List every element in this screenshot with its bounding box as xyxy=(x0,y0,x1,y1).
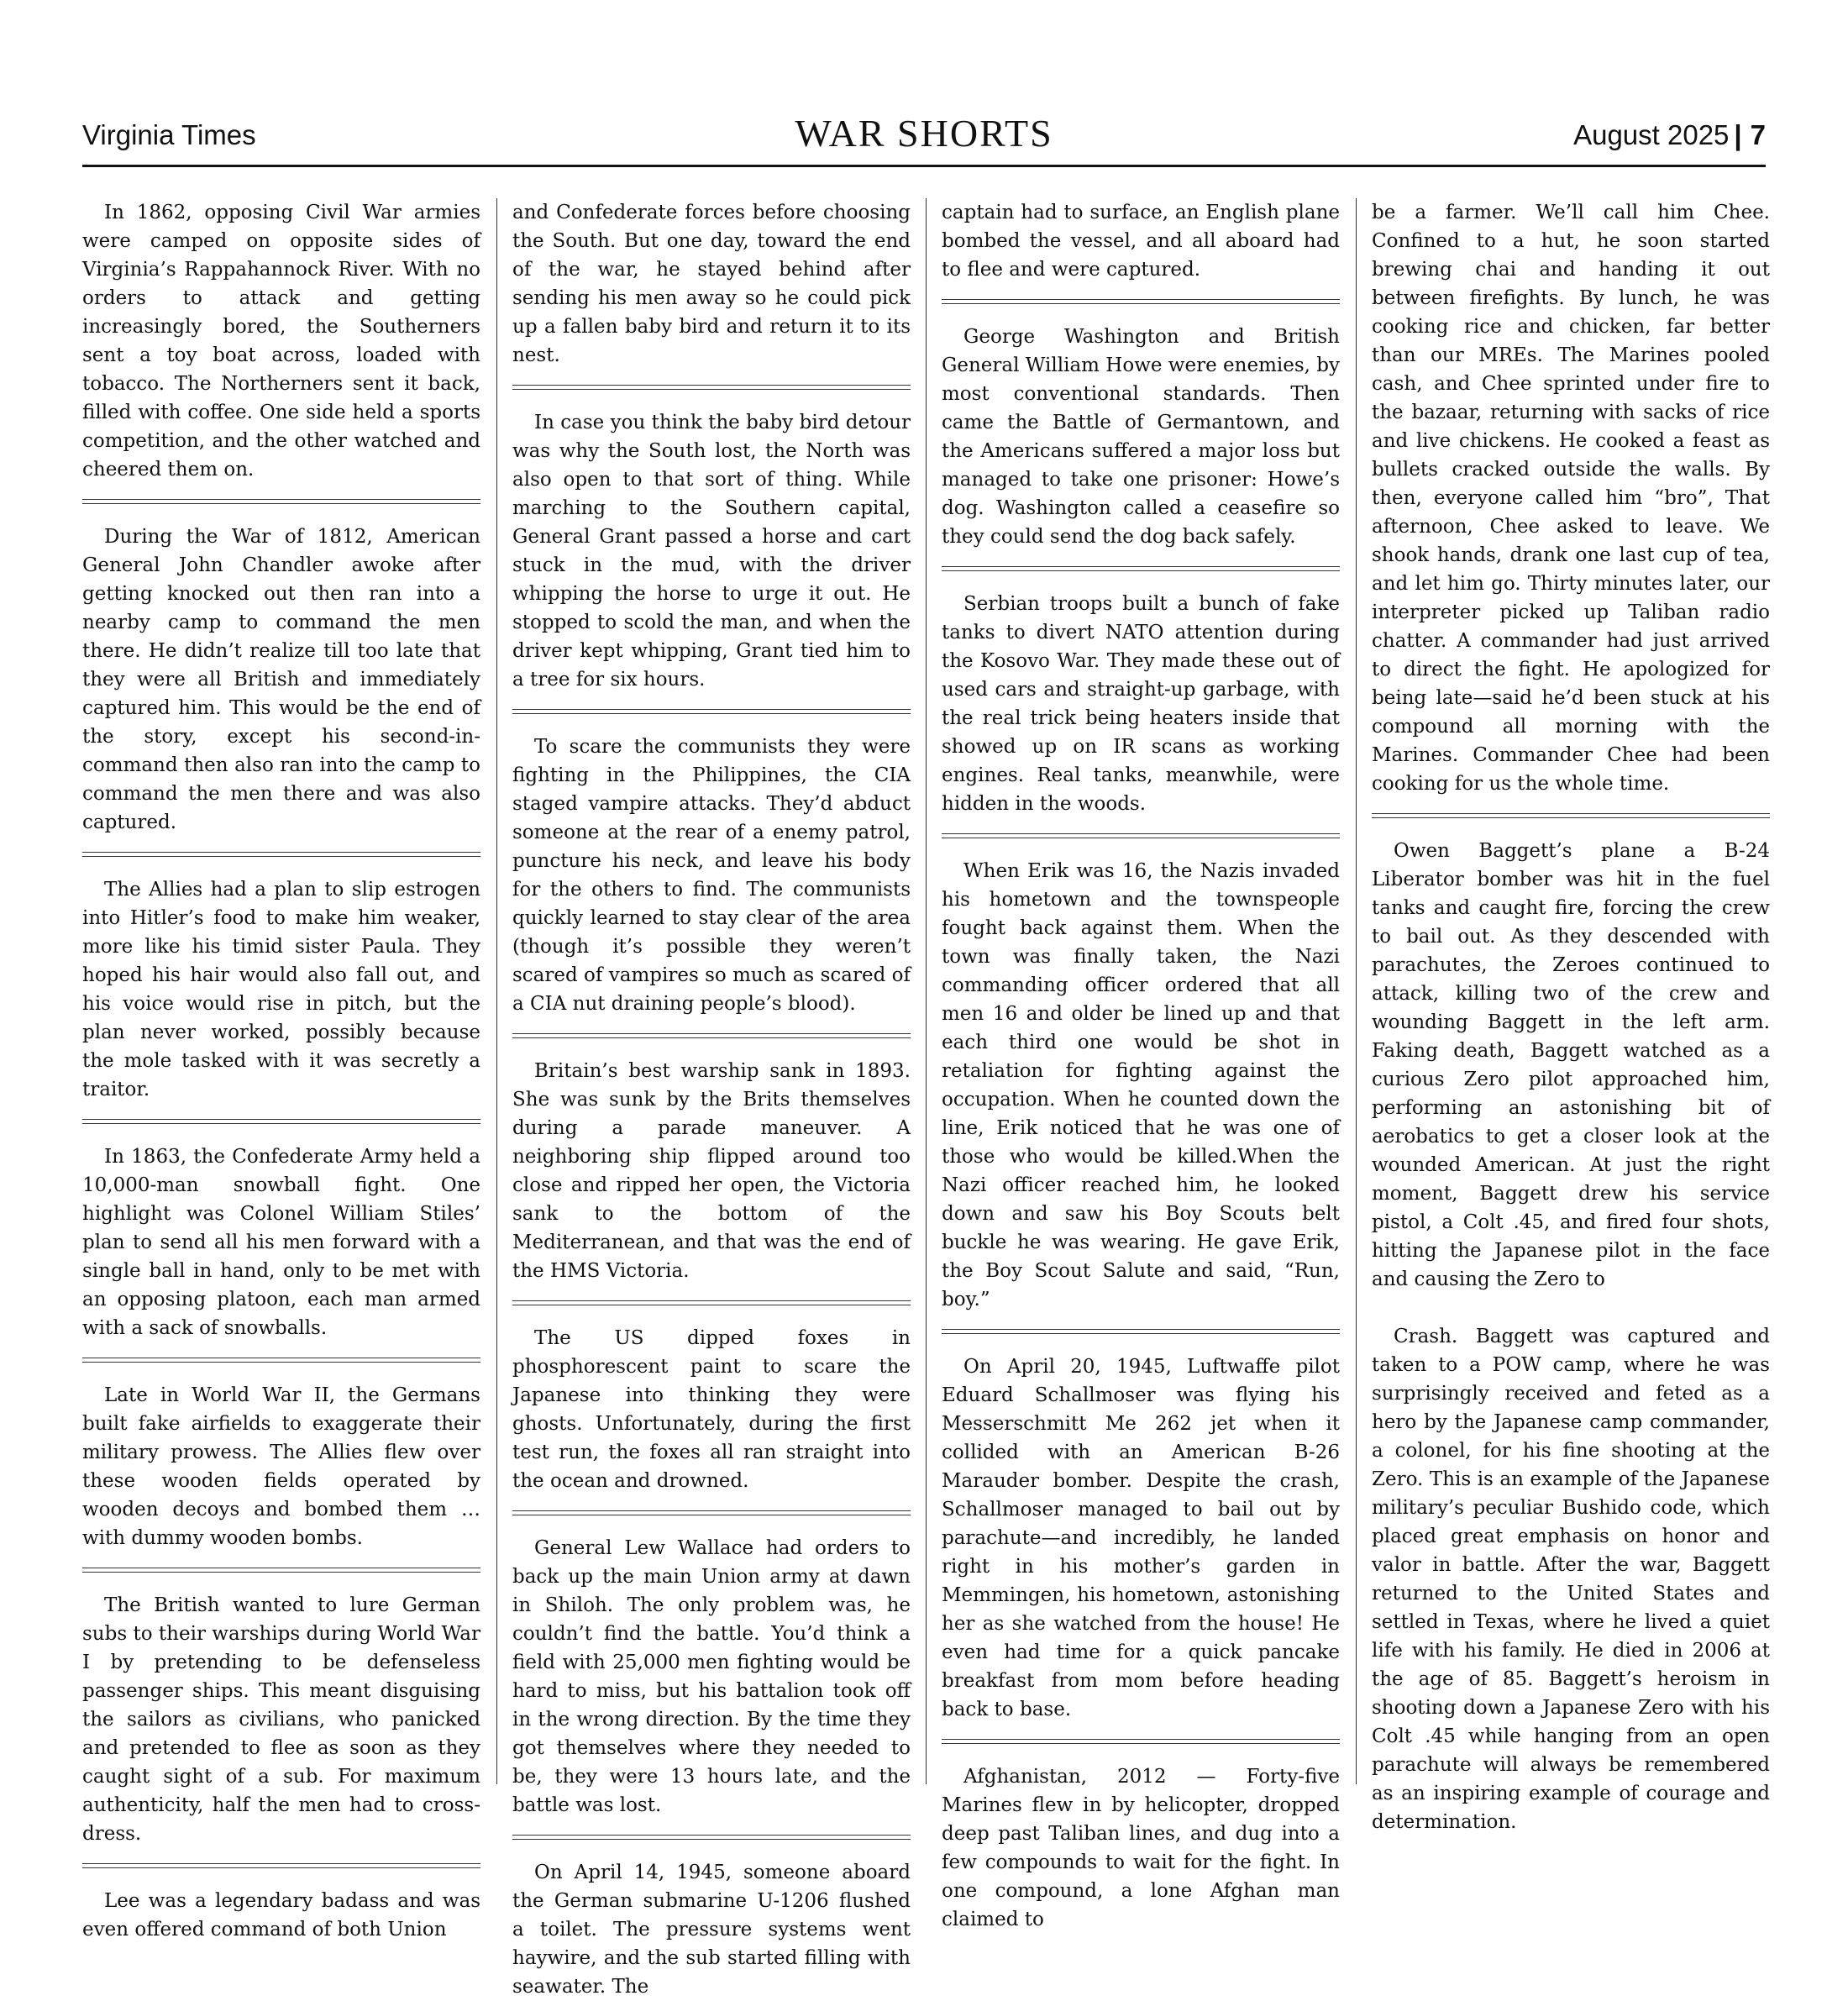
masthead xyxy=(82,108,1766,163)
issue-date: August 2025 xyxy=(1573,119,1730,150)
story-text: In 1863, the Confederate Army held a 10,000-man snowball fight. One highlight was Colonel William Stiles’ plan to send all his men forward with a single ball in hand, only to be met with an opposing platoon, each man armed with a sack of snowballs. xyxy=(82,1146,480,1339)
story xyxy=(942,590,1340,818)
story-text: On April 14, 1945, someone aboard the German submarine U-1206 flushed a toilet. The pressure systems went haywire, and the sub started filling with seawater. The xyxy=(512,1862,911,1998)
story-separator xyxy=(512,385,911,390)
story xyxy=(942,323,1340,551)
story-separator xyxy=(82,1568,480,1573)
story xyxy=(82,1887,480,1944)
column-divider xyxy=(1356,198,1357,1784)
story-separator xyxy=(82,1119,480,1124)
publication-name: Virginia Times xyxy=(82,119,256,150)
story-separator xyxy=(512,1835,911,1840)
section-title: WAR SHORTS xyxy=(795,112,1053,155)
story xyxy=(82,523,480,837)
story-separator xyxy=(942,1329,1340,1334)
header-separator: | xyxy=(1734,119,1742,150)
story-separator xyxy=(82,852,480,857)
story-continued xyxy=(942,198,1340,284)
story-text: Serbian troops built a bunch of fake tanks to divert NATO attention during the Kosovo War. They made these out of used cars and straight-up garbage, with the real trick being heaters inside that showed up on IR scans as working engines. Real tanks, meanwhile, were hidden in the woods. xyxy=(942,593,1340,815)
story-continued xyxy=(512,198,911,370)
story-text: be a farmer. We’ll call him Chee. Confined to a hut, he soon started brewing chai and handing it out between firefights. By lunch, he was cooking rice and chicken, far better than our MREs. The Marines pooled cash, and Chee sprinted under fire to the bazaar, returning with sacks of rice and live chickens. He cooked a feast as bullets cracked outside the walls. By then, everyone called him “bro”, That afternoon, Chee asked to leave. We shook hands, drank one last cup of tea, and let him go. Thirty minutes later, our interpreter picked up Taliban radio chatter. A commander had just arrived to direct the fight. He apologized for being late—said he’d been stuck at his compound all morning with the Marines. Commander Chee had been cooking for us the whole time. xyxy=(1372,202,1770,795)
story-text: The British wanted to lure German subs to their warships during World War I by pretending to be defenseless passenger ships. This meant disguising the sailors as civilians, who panicked and pretended to flee as soon as they caught sight of a sub. For maximum authenticity, half the men had to cross-dress. xyxy=(82,1594,480,1845)
story-separator xyxy=(1372,813,1770,818)
story-separator xyxy=(512,1033,911,1038)
story xyxy=(512,1324,911,1495)
story xyxy=(942,1762,1340,1934)
column-1 xyxy=(82,198,480,1941)
story xyxy=(512,1057,911,1285)
header-rule xyxy=(82,165,1766,167)
story xyxy=(82,875,480,1104)
story-text: General Lew Wallace had orders to back up the main Union army at dawn in Shiloh. The only problem was, he couldn’t find the battle. You’d think a field with 25,000 men fighting would be hard to miss, but his battalion took off in the wrong direction. By the time they got themselves where they needed to be, they were 13 hours late, and the battle was lost. xyxy=(512,1537,911,1816)
story-text: When Erik was 16, the Nazis invaded his hometown and the townspeople fought back against them. When the town was finally taken, the Nazi commanding officer ordered that all men 16 and older be lined up and that each third one would be shot in retaliation for fighting against the occupation. When he counted down the line, Erik noticed that he was one of those who would be killed.When the Nazi officer reached him, he looked down and saw his Boy Scouts belt buckle he was wearing. He gave Erik, the Boy Scout Salute and said, “Run, boy.” xyxy=(942,860,1340,1310)
story xyxy=(82,1381,480,1552)
story xyxy=(512,733,911,1018)
story-text: Afghanistan, 2012 — Forty-five Marines flew in by helicopter, dropped deep past Taliban lines, and dug into a few compounds to wait for the fight. In one compound, a lone Afghan man claimed to xyxy=(942,1766,1340,1930)
issue-info xyxy=(1573,119,1766,151)
story xyxy=(942,857,1340,1314)
story-text: During the War of 1812, American General John Chandler awoke after getting knocked out then ran into a nearby camp to command the men there. He didn’t realize till too late that they were all British and immediately captured him. This would be the end of the story, except his second-in-command then also ran into the camp to command the men there and was also captured. xyxy=(82,526,480,833)
story-separator xyxy=(942,1739,1340,1744)
story-separator xyxy=(512,1300,911,1305)
story xyxy=(1372,837,1770,1836)
story-separator xyxy=(512,1510,911,1515)
column-3 xyxy=(942,198,1340,1930)
story-continued xyxy=(1372,198,1770,798)
story xyxy=(82,198,480,484)
story xyxy=(512,1858,911,2001)
story-separator xyxy=(82,1358,480,1363)
story-separator xyxy=(82,1863,480,1868)
story-text: To scare the communists they were fighting in the Philippines, the CIA staged vampire attacks. They’d abduct someone at the rear of a enemy patrol, puncture his neck, and leave his body for the others to find. The communists quickly learned to stay clear of the area (though it’s possible they weren’t scared of vampires so much as scared of a CIA nut draining people’s blood). xyxy=(512,736,911,1015)
story-separator xyxy=(942,299,1340,304)
story-text: captain had to surface, an English plane bombed the vessel, and all aboard had to flee and were captured. xyxy=(942,202,1340,281)
story xyxy=(82,1591,480,1848)
story-separator xyxy=(512,709,911,714)
story-separator xyxy=(942,566,1340,571)
article-columns xyxy=(82,198,1770,1998)
story-text: In case you think the baby bird detour was why the South lost, the North was also open to that sort of thing. While marching to the Southern capital, General Grant passed a horse and cart stuck in the mud, with the driver whipping the horse to urge it out. He stopped to scold the man, and when the driver kept whipping, Grant tied him to a tree for six hours. xyxy=(512,412,911,691)
story-text: Owen Baggett’s plane a B-24 Liberator bomber was hit in the fuel tanks and caught fire, forcing the crew to bail out. As they descended with parachutes, the Zeroes continued to attack, killing two of the crew and wounding Baggett in the left arm. Faking death, Baggett watched as a curious Zero pilot approached him, performing an astonishing bit of aerobatics to get a closer look at the wounded American. At just the right moment, Baggett drew his service pistol, a Colt .45, and fired four shots, hitting the Japanese pilot in the face and causing the Zero to xyxy=(1372,840,1770,1290)
column-2 xyxy=(512,198,911,1998)
column-4 xyxy=(1372,198,1770,1833)
story-text: Lee was a legendary badass and was even offered command of both Union xyxy=(82,1890,480,1941)
story-text: George Washington and British General William Howe were enemies, by most conventional standards. Then came the Battle of Germantown, and the Americans suffered a major loss but managed to take one prisoner: Howe’s dog. Washington called a ceasefire so they could send the dog back safely. xyxy=(942,326,1340,548)
story-separator xyxy=(942,833,1340,838)
story-text: In 1862, opposing Civil War armies were camped on opposite sides of Virginia’s Rappahannock River. With no orders to attack and getting increasingly bored, the Southerners sent a toy boat across, loaded with tobacco. The Northerners sent it back, filled with coffee. One side held a sports competition, and the other watched and cheered them on. xyxy=(82,202,480,481)
column-divider xyxy=(926,198,927,1784)
story-text: Britain’s best warship sank in 1893. She was sunk by the Brits themselves during a parade maneuver. A neighboring ship flipped around too close and ripped her open, the Victoria sank to the bottom of the Mediterranean, and that was the end of the HMS Victoria. xyxy=(512,1060,911,1282)
story-text: Crash. Baggett was captured and taken to a POW camp, where he was surprisingly received and feted as a hero by the Japanese camp commander, a colonel, for his fine shooting at the Zero. This is an example of the Japanese military’s peculiar Bushido code, which placed great emphasis on honor and valor in battle. After the war, Baggett returned to the United States and settled in Texas, where he lived a quiet life with his family. He died in 2006 at the age of 85. Baggett’s heroism in shooting down a Japanese Zero with his Colt .45 while hanging from an open parachute will always be remembered as an inspiring example of courage and determination. xyxy=(1372,1326,1770,1833)
story xyxy=(942,1352,1340,1724)
page-number: 7 xyxy=(1750,119,1766,150)
story-text: On April 20, 1945, Luftwaffe pilot Eduard Schallmoser was flying his Messerschmitt Me 262 jet when it collided with an American B-26 Marauder bomber. Despite the crash, Schallmoser managed to bail out by parachute—and incredibly, he landed right in his mother’s garden in Memmingen, his hometown, astonishing her as she watched from the house! He even had time for a quick pancake breakfast from mom before heading back to base. xyxy=(942,1356,1340,1720)
story-separator xyxy=(82,499,480,504)
story-text: The US dipped foxes in phosphorescent paint to scare the Japanese into thinking they were ghosts. Unfortunately, during the first test run, the foxes all ran straight into the ocean and drowned. xyxy=(512,1327,911,1492)
story xyxy=(512,1534,911,1820)
story xyxy=(512,408,911,694)
story-text: The Allies had a plan to slip estrogen into Hitler’s food to make him weaker, more like his timid sister Paula. They hoped his hair would also fall out, and his voice would rise in pitch, but the plan never worked, possibly because the mole tasked with it was secretly a traitor. xyxy=(82,879,480,1100)
story xyxy=(82,1142,480,1342)
column-divider xyxy=(496,198,497,1784)
story-text: and Confederate forces before choosing the South. But one day, toward the end of the war, he stayed behind after sending his men away so he could pick up a fallen baby bird and return it to its nest. xyxy=(512,202,911,366)
story-text: Late in World War II, the Germans built fake airfields to exaggerate their military prowess. The Allies flew over these wooden fields operated by wooden decoys and bombed them … with dummy wooden bombs. xyxy=(82,1384,480,1549)
